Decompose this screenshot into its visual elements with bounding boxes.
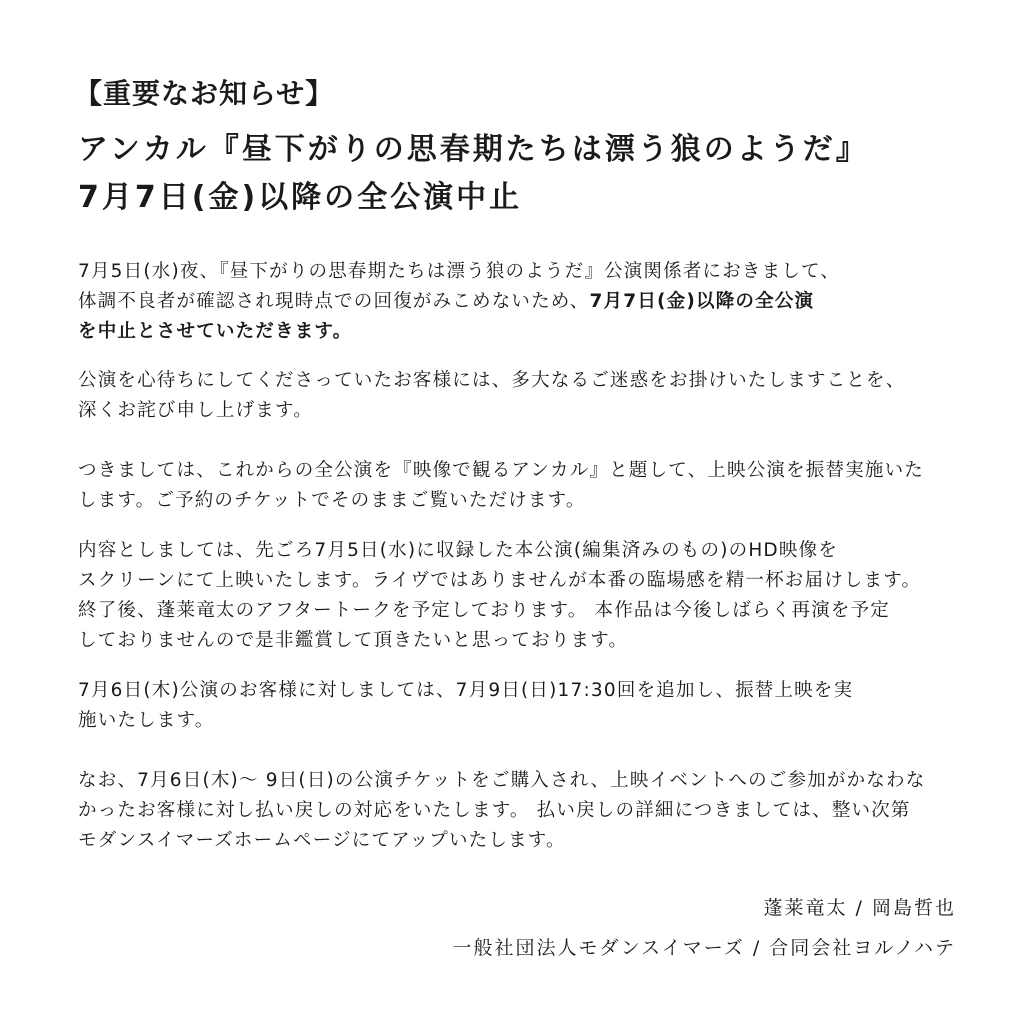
paragraph-line	[78, 287, 978, 317]
paragraph-line: モダンスイマーズホームページにてアップいたします。	[78, 830, 566, 851]
paragraph-line: つきましては、これからの全公演を『映像で観るアンカル』と題して、上映公演を振替実施いた	[78, 460, 924, 481]
paragraph-content-details	[78, 536, 978, 656]
paragraph-announcement	[78, 257, 978, 347]
paragraph-line: なお、7月6日(木)〜 9日(日)の公演チケットをご購入され、上映イベントへのご参加がかなわな	[78, 770, 926, 791]
notice-label: 【重要なお知らせ】	[74, 77, 335, 110]
page-title	[78, 126, 869, 222]
paragraph-refund	[78, 766, 978, 856]
paragraph-line: スクリーンにて上映いたします。ライヴではありませんが本番の臨場感を精一杯お届けします。	[78, 570, 922, 591]
paragraph-line: しておりませんので是非鑑賞して頂きたいと思っております。	[78, 630, 629, 651]
paragraph-line: します。ご予約のチケットでそのままご覧いただけます。	[78, 490, 586, 511]
signature-organizations: 一般社団法人モダンスイマーズ / 合同会社ヨルノハテ	[452, 937, 956, 959]
emphasis-text: 7月7日(金)以降の全公演	[589, 291, 815, 312]
paragraph-additional-screening	[78, 676, 978, 736]
paragraph-line: かったお客様に対し払い戻しの対応をいたします。 払い戻しの詳細につきましては、整い次第	[78, 800, 911, 821]
title-line-1: アンカル『昼下がりの思春期たちは漂う狼のようだ』	[78, 132, 869, 167]
title-line-2: 7月7日(金)以降の全公演中止	[78, 180, 523, 215]
paragraph-line: 深くお詫び申し上げます。	[78, 400, 313, 421]
paragraph-line: 終了後、蓬莱竜太のアフタートークを予定しております。 本作品は今後しばらく再演を予定	[78, 600, 891, 621]
paragraph-line: 内容としましては、先ごろ7月5日(水)に収録した本公演(編集済みのもの)のHD映像を	[78, 540, 838, 561]
paragraph-apology	[78, 366, 978, 426]
paragraph-line: 7月6日(木)公演のお客様に対しましては、7月9日(日)17:30回を追加し、振替上映を実	[78, 680, 854, 701]
signature-names: 蓬莱竜太 / 岡島哲也	[763, 897, 956, 919]
paragraph-line: 公演を心待ちにしてくださっていたお客様には、多大なるご迷惑をお掛けいたしますことを、	[78, 370, 906, 391]
paragraph-line: 施いたします。	[78, 710, 215, 731]
emphasis-line: を中止とさせていただきます。	[78, 321, 353, 342]
paragraph-replacement	[78, 456, 978, 516]
paragraph-text: 体調不良者が確認され現時点での回復がみこめないため、	[78, 291, 590, 312]
paragraph-line: 7月5日(水)夜、『昼下がりの思春期たちは漂う狼のようだ』公演関係者におきまして、	[78, 261, 841, 282]
